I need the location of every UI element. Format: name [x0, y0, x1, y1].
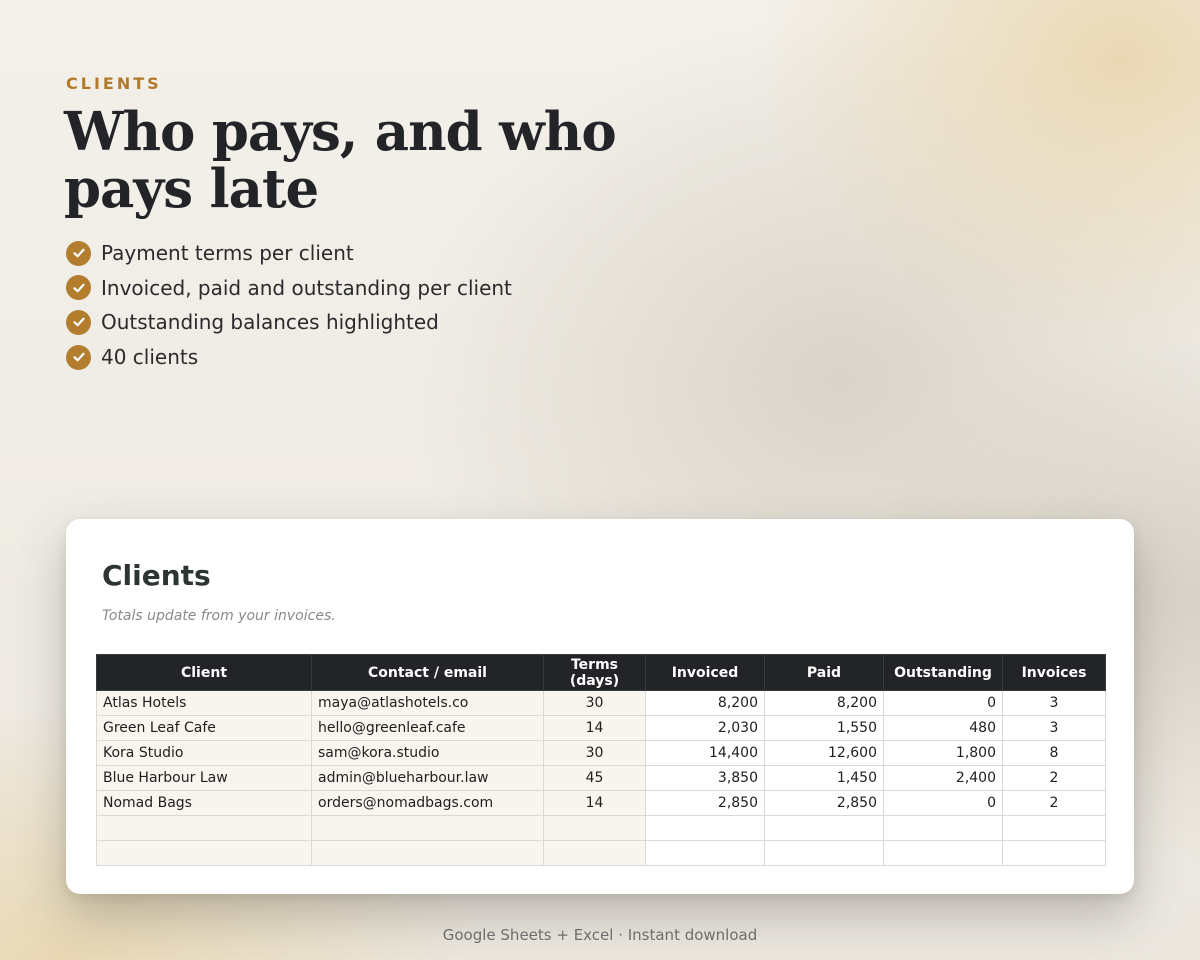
eyebrow-label: CLIENTS	[66, 74, 162, 93]
paid-cell[interactable]: 1,450	[765, 766, 884, 791]
column-header-outstanding[interactable]: Outstanding	[884, 655, 1003, 691]
table-row	[97, 741, 1106, 766]
outstanding-cell[interactable]: 0	[884, 691, 1003, 716]
paid-cell[interactable]: 1,550	[765, 716, 884, 741]
headline: Who pays, and who pays late	[64, 101, 616, 220]
invoices-cell[interactable]	[1003, 841, 1106, 866]
paid-cell[interactable]: 8,200	[765, 691, 884, 716]
outstanding-cell[interactable]: 0	[884, 791, 1003, 816]
feature-text: Payment terms per client	[101, 241, 354, 266]
outstanding-cell[interactable]: 480	[884, 716, 1003, 741]
table-row	[97, 841, 1106, 866]
contact-cell[interactable]: admin@blueharbour.law	[312, 766, 544, 791]
outstanding-cell[interactable]: 1,800	[884, 741, 1003, 766]
contact-cell[interactable]: maya@atlashotels.co	[312, 691, 544, 716]
terms-cell[interactable]: 30	[544, 691, 646, 716]
terms-cell[interactable]	[544, 841, 646, 866]
footer-note: Google Sheets + Excel · Instant download	[442, 926, 758, 944]
invoices-cell[interactable]: 8	[1003, 741, 1106, 766]
invoiced-cell[interactable]: 2,850	[646, 791, 765, 816]
table-row	[97, 716, 1106, 741]
contact-cell[interactable]	[312, 816, 544, 841]
check-circle-icon	[66, 241, 91, 266]
client-cell[interactable]	[97, 841, 312, 866]
paid-cell[interactable]: 2,850	[765, 791, 884, 816]
feature-item	[66, 236, 512, 271]
outstanding-cell[interactable]	[884, 841, 1003, 866]
paid-cell[interactable]: 12,600	[765, 741, 884, 766]
terms-cell[interactable]	[544, 816, 646, 841]
client-cell[interactable]: Nomad Bags	[97, 791, 312, 816]
feature-item	[66, 305, 512, 340]
client-cell[interactable]: Kora Studio	[97, 741, 312, 766]
invoices-cell[interactable]: 2	[1003, 766, 1106, 791]
table-row	[97, 791, 1106, 816]
contact-cell[interactable]	[312, 841, 544, 866]
header-row	[97, 655, 1106, 691]
invoices-cell[interactable]: 2	[1003, 791, 1106, 816]
column-header-client[interactable]: Client	[97, 655, 312, 691]
terms-cell[interactable]: 30	[544, 741, 646, 766]
client-cell[interactable]	[97, 816, 312, 841]
client-cell[interactable]: Blue Harbour Law	[97, 766, 312, 791]
spreadsheet-card	[66, 519, 1134, 894]
client-cell[interactable]: Atlas Hotels	[97, 691, 312, 716]
table-row	[97, 691, 1106, 716]
paid-cell[interactable]	[765, 841, 884, 866]
terms-cell[interactable]: 45	[544, 766, 646, 791]
feature-text: Invoiced, paid and outstanding per client	[101, 275, 512, 300]
outstanding-cell[interactable]	[884, 816, 1003, 841]
check-circle-icon	[66, 310, 91, 335]
outstanding-cell[interactable]: 2,400	[884, 766, 1003, 791]
invoiced-cell[interactable]	[646, 841, 765, 866]
invoiced-cell[interactable]: 8,200	[646, 691, 765, 716]
contact-cell[interactable]: hello@greenleaf.cafe	[312, 716, 544, 741]
feature-item	[66, 271, 512, 306]
check-circle-icon	[66, 345, 91, 370]
check-circle-icon	[66, 275, 91, 300]
invoices-cell[interactable]: 3	[1003, 716, 1106, 741]
table-row	[97, 766, 1106, 791]
invoiced-cell[interactable]: 14,400	[646, 741, 765, 766]
feature-text: Outstanding balances highlighted	[101, 310, 439, 335]
column-header-invoiced[interactable]: Invoiced	[646, 655, 765, 691]
invoiced-cell[interactable]: 3,850	[646, 766, 765, 791]
sheet-subtitle: Totals update from your invoices.	[102, 608, 336, 624]
invoiced-cell[interactable]: 2,030	[646, 716, 765, 741]
paid-cell[interactable]	[765, 816, 884, 841]
terms-cell[interactable]: 14	[544, 791, 646, 816]
column-header-invoices[interactable]: Invoices	[1003, 655, 1106, 691]
invoices-cell[interactable]: 3	[1003, 691, 1106, 716]
sheet-title: Clients	[102, 559, 211, 592]
contact-cell[interactable]: orders@nomadbags.com	[312, 791, 544, 816]
table-row	[97, 816, 1106, 841]
invoices-cell[interactable]	[1003, 816, 1106, 841]
terms-cell[interactable]: 14	[544, 716, 646, 741]
contact-cell[interactable]: sam@kora.studio	[312, 741, 544, 766]
feature-text: 40 clients	[101, 345, 199, 370]
feature-item	[66, 340, 512, 375]
feature-list	[66, 236, 512, 374]
clients-table	[96, 654, 1106, 866]
column-header-contact[interactable]: Contact / email	[312, 655, 544, 691]
column-header-paid[interactable]: Paid	[765, 655, 884, 691]
invoiced-cell[interactable]	[646, 816, 765, 841]
column-header-terms[interactable]: Terms (days)	[544, 655, 646, 691]
client-cell[interactable]: Green Leaf Cafe	[97, 716, 312, 741]
